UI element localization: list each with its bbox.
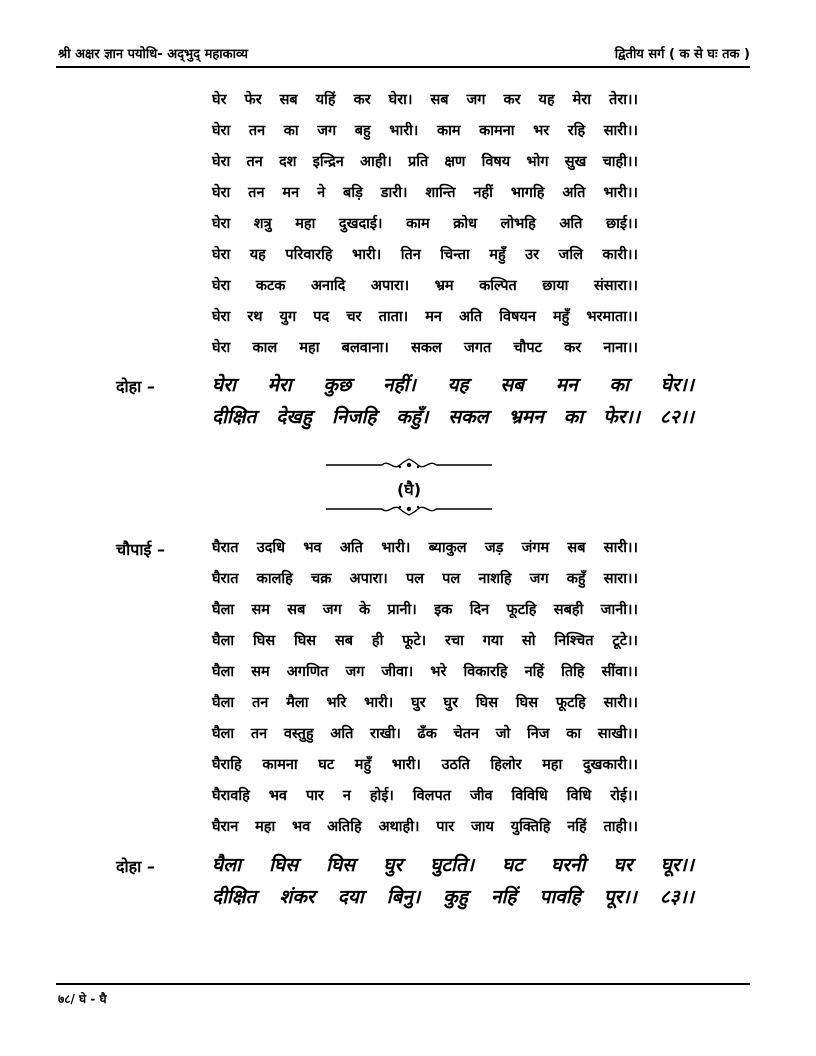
verse-line: घैराहि कामना घट महुँ भारी। उठति हिलोर महा दुखकारी।। — [212, 757, 638, 773]
doha-line: घैला घिस घिस घुर घुटति। घट घरनी घर घूर।। — [212, 854, 694, 876]
verse-line: घेरा तन का जग बहु भारी। काम कामना भर रहि सारी।। — [212, 123, 638, 139]
header-divider — [56, 66, 750, 68]
ornament-divider — [326, 458, 492, 472]
verse-line: घैरात कालहि चक्र अपारा। पल पल नाशहि जग कहुँ सारा।। — [212, 571, 638, 587]
verse-line: घैरावहि भव पार न होई। विलपत जीव विविधि विधि रोई।। — [212, 788, 638, 804]
verse-line: घेरा तन मन ने बड़ि डारी। शान्ति नहीं भागहि अति भारी।। — [212, 185, 638, 201]
verse-line: घेरा यह परिवारहि भारी। तिन चिन्ता महुँ उर जलि कारी।। — [212, 247, 638, 263]
verse-line: घैरात उदधि भव अति भारी। ब्याकुल जड़ जंगम सब सारी।। — [212, 540, 638, 556]
doha-line: घेरा मेरा कुछ नहीं। यह सब मन का घेर।। — [212, 374, 694, 396]
section-heading: (घै) — [396, 480, 422, 499]
page-footer: ७८/ घे - घै — [58, 992, 107, 1006]
chaupai-label: चौपाई – — [116, 540, 165, 559]
doha-label: दोहा – — [116, 377, 155, 396]
verse-line: घैला तन वस्तुहु अति राखी। ढँक चेतन जो निज का साखी।। — [212, 726, 638, 742]
verse-line: घेरा कटक अनादि अपारा। भ्रम कल्पित छाया संसारा।। — [212, 278, 638, 294]
running-header-title: श्री अक्षर ज्ञान पयोधि- अद्‌भुद् महाकाव्य — [58, 47, 248, 62]
verse-line: घैरान महा भव अतिहि अथाही। पार जाय युक्तिहि नहिं ताही।। — [212, 819, 638, 835]
verse-line: घैला घिस घिस सब ही फूटे। रचा गया सो निश्चित टूटे।। — [212, 633, 638, 649]
doha-line: दीक्षित शंकर दया बिनु। कुहु नहिं पावहि पूर।। ८३।। — [212, 886, 694, 908]
doha-line: दीक्षित देखहु निजहि कहुँ। सकल भ्रमन का फेर।। ८२।। — [212, 406, 694, 428]
verse-line: घेरा रथ युग पद चर ताता। मन अति विषयन महुँ भरमाता।। — [212, 309, 638, 325]
verse-line: घेरा काल महा बलवाना। सकल जगत चौपट कर नाना।। — [212, 340, 638, 356]
verse-line: घैला सम सब जग के प्रानी। इक दिन फूटहि सबही जानी।। — [212, 602, 638, 618]
verse-line: घेर फेर सब यहिं कर घेरा। सब जग कर यह मेरा तेरा।। — [212, 92, 638, 108]
verse-line: घेरा शत्रु महा दुखदाई। काम क्रोध लोभहि अति छाई।। — [212, 216, 638, 232]
verse-line: घेरा तन दश इन्द्रिन आही। प्रति क्षण विषय भोग सुख चाही।। — [212, 154, 638, 170]
ornament-divider — [326, 502, 492, 516]
running-header-section: द्वितीय सर्ग ( क से घः तक ) — [614, 47, 750, 62]
verse-line: घैला सम अगणित जग जीवा। भरे विकारहि नहिं तिहि सींवा।। — [212, 664, 638, 680]
footer-divider — [56, 983, 750, 985]
verse-line: घैला तन मैला भरि भारी। घुर घुर घिस घिस फूटहि सारी।। — [212, 695, 638, 711]
doha-label: दोहा – — [116, 857, 155, 876]
